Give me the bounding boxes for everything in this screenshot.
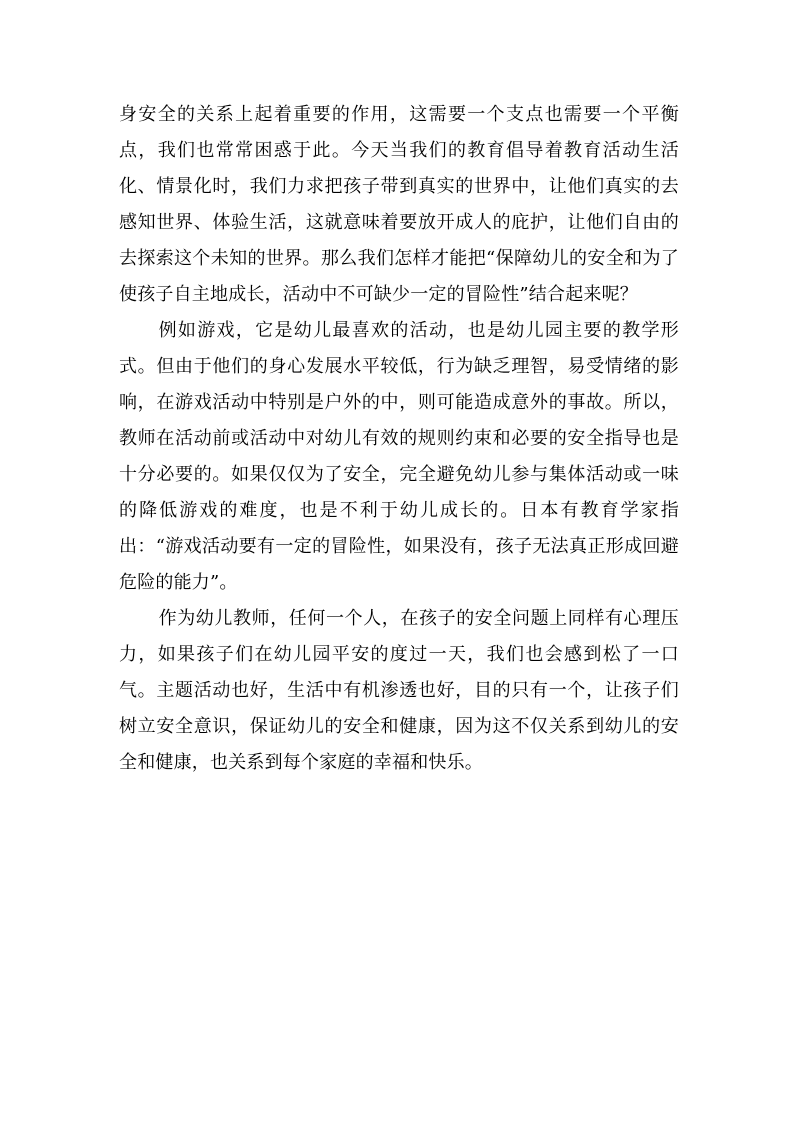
paragraph-game-example: 例如游戏，它是幼儿最喜欢的活动，也是幼儿园主要的教学形式。但由于他们的身心发展水平较低，行为缺乏理智，易受情绪的影响，在游戏活动中特别是户外的中，则可能造成意外的事故。所以，教师在活动前或活动中对幼儿有效的规则约束和必要的安全指导也是十分必要的。如果仅仅为了安全，完全避免幼儿参与集体活动或一味的降低游戏的难度，也是不利于幼儿成长的。日本有教育学家指出：“游戏活动要有一定的冒险性，如果没有，孩子无法真正形成回避危险的能力”。 bbox=[119, 320, 679, 593]
paragraph-teacher-conclusion: 作为幼儿教师，任何一个人，在孩子的安全问题上同样有心理压力，如果孩子们在幼儿园平安的度过一天，我们也会感到松了一口气。主题活动也好，生活中有机渗透也好，目的只有一个，让孩子们树立安全意识，保证幼儿的安全和健康，因为这不仅关系到幼儿的安全和健康，也关系到每个家庭的幸福和快乐。 bbox=[119, 608, 679, 773]
paragraph-continuation: 身安全的关系上起着重要的作用，这需要一个支点也需要一个平衡点，我们也常常困惑于此。今天当我们的教育倡导着教育活动生活化、情景化时，我们力求把孩子带到真实的世界中，让他们真实的去感知世界、体验生活，这就意味着要放开成人的庇护，让他们自由的去探索这个未知的世界。那么我们怎样才能把“保障幼儿的安全和为了使孩子自主地成长，活动中不可缺少一定的冒险性”结合起来呢？ bbox=[119, 104, 679, 305]
document-body bbox=[119, 97, 679, 781]
